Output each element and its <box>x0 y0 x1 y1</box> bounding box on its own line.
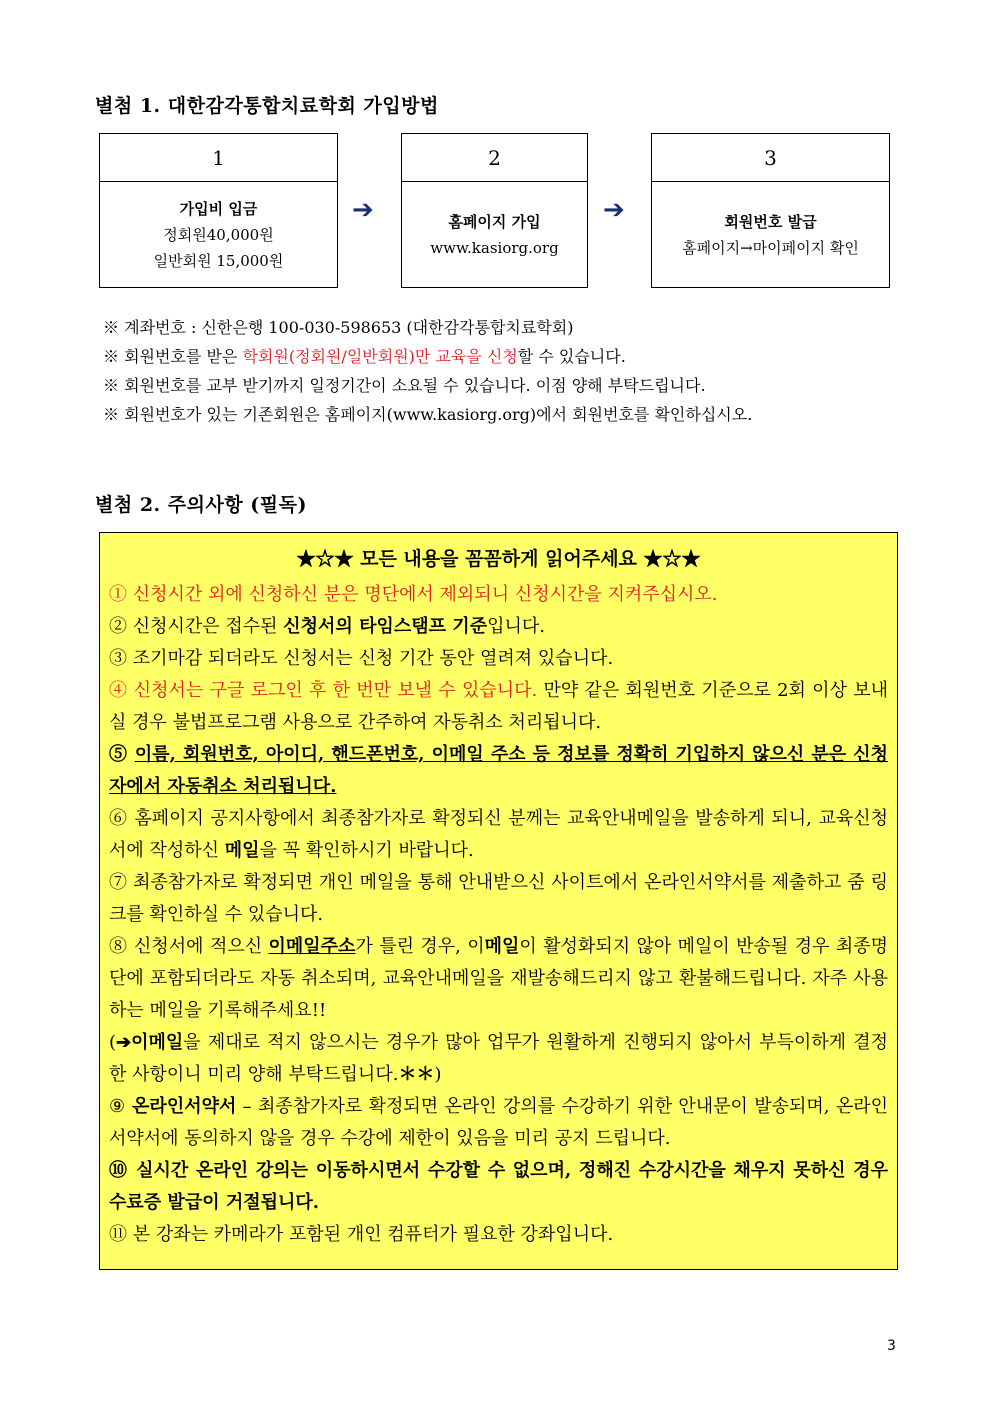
section2-title: 별첨 2. 주의사항 (필독) <box>95 494 307 516</box>
step-number: 3 <box>652 134 889 182</box>
notice-item-8: ⑧ 신청서에 적으신 이메일주소가 틀린 경우, 이메일이 활성화되지 않아 메일이 반송될 경우 최종명단에 포함되더라도 자동 취소되며, 교육안내메일을 재발송해드리지 않고 환불해드립니다. 자주 사용하는 메일을 기록해주세요!! <box>109 936 888 1021</box>
step-box-3 <box>651 133 890 288</box>
step-detail: 홈페이지→마이페이지 확인 <box>682 239 859 257</box>
step-number: 1 <box>100 134 337 182</box>
note-existing: ※ 회원번호가 있는 기존회원은 홈페이지(www.kasiorg.org)에서 회원번호를 확인하십시오. <box>103 405 753 424</box>
step-label: 홈페이지 가입 <box>448 213 541 231</box>
notice-item-9: ⑨ 온라인서약서 – 최종참가자로 확정되면 온라인 강의를 수강하기 위한 안내문이 발송되며, 온라인 서약서에 동의하지 않을 경우 수강에 제한이 있음을 미리 공지 드립니다. <box>109 1096 888 1149</box>
notice-item-2: ② 신청시간은 접수된 신청서의 타임스탬프 기준입니다. <box>109 616 545 637</box>
notice-item-1: ① 신청시간 외에 신청하신 분은 명단에서 제외되니 신청시간을 지켜주십시오. <box>109 584 718 605</box>
notice-box <box>99 532 898 1270</box>
notice-item-5: ⑤ 이름, 회원번호, 아이디, 핸드폰번호, 이메일 주소 등 정보를 정확히 기입하지 않으신 분은 신청자에서 자동취소 처리됩니다. <box>109 744 888 797</box>
notice-item-11: ⑪ 본 강좌는 카메라가 포함된 개인 컴퓨터가 필요한 강좌입니다. <box>109 1224 614 1245</box>
note-text: ※ 회원번호를 받은 <box>103 347 243 366</box>
notice-item-10: ⑩ 실시간 온라인 강의는 이동하시면서 수강할 수 없으며, 정해진 수강시간을 채우지 못하신 경우 수료증 발급이 거절됩니다. <box>109 1160 888 1213</box>
arrow-right-icon: ➔ <box>352 195 374 225</box>
step-number: 2 <box>402 134 587 182</box>
section1-title: 별첨 1. 대한감각통합치료학회 가입방법 <box>95 95 439 117</box>
notice-item-3: ③ 조기마감 되더라도 신청서는 신청 기간 동안 열려져 있습니다. <box>109 648 614 669</box>
step-box-2 <box>401 133 588 288</box>
arrow-right-icon: ➔ <box>603 195 625 225</box>
notice-item-7: ⑦ 최종참가자로 확정되면 개인 메일을 통해 안내받으신 사이트에서 온라인서약서를 제출하고 줌 링크를 확인하실 수 있습니다. <box>109 872 888 925</box>
step-detail: 일반회원 15,000원 <box>153 252 284 270</box>
notice-item-6: ⑥ 홈페이지 공지사항에서 최종참가자로 확정되신 분께는 교육안내메일을 발송하게 되니, 교육신청서에 작성하신 메일을 꼭 확인하시기 바랍니다. <box>109 808 888 861</box>
note-wait: ※ 회원번호를 교부 받기까지 일정기간이 소요될 수 있습니다. 이점 양해 부탁드립니다. <box>103 376 706 395</box>
note-eligibility <box>103 342 752 371</box>
note-highlight: 학회원(정회원/일반회원)만 교육을 신청 <box>242 347 518 366</box>
step-detail: www.kasiorg.org <box>430 239 559 257</box>
notice-item-8-note: (➔이메일을 제대로 적지 않으시는 경우가 많아 업무가 원활하게 진행되지 않아서 부득이하게 결정한 사항이니 미리 양해 부탁드립니다.＊＊) <box>109 1032 888 1085</box>
page-number: 3 <box>887 1338 896 1354</box>
note-text: 할 수 있습니다. <box>517 347 626 366</box>
step-label: 회원번호 발급 <box>724 213 817 231</box>
step-detail: 정회원40,000원 <box>163 226 274 244</box>
membership-notes <box>103 313 752 429</box>
note-account: ※ 계좌번호 : 신한은행 100-030-598653 (대한감각통합치료학회) <box>103 318 574 337</box>
notice-header: ★☆★ 모든 내용을 꼼꼼하게 읽어주세요 ★☆★ <box>296 548 701 570</box>
step-label: 가입비 입금 <box>179 200 258 218</box>
step-box-1 <box>99 133 338 288</box>
notice-item-4: ④ 신청서는 구글 로그인 후 한 번만 보낼 수 있습니다. 만약 같은 회원번호 기준으로 2회 이상 보내실 경우 불법프로그램 사용으로 간주하여 자동취소 처리됩니다. <box>109 680 888 733</box>
